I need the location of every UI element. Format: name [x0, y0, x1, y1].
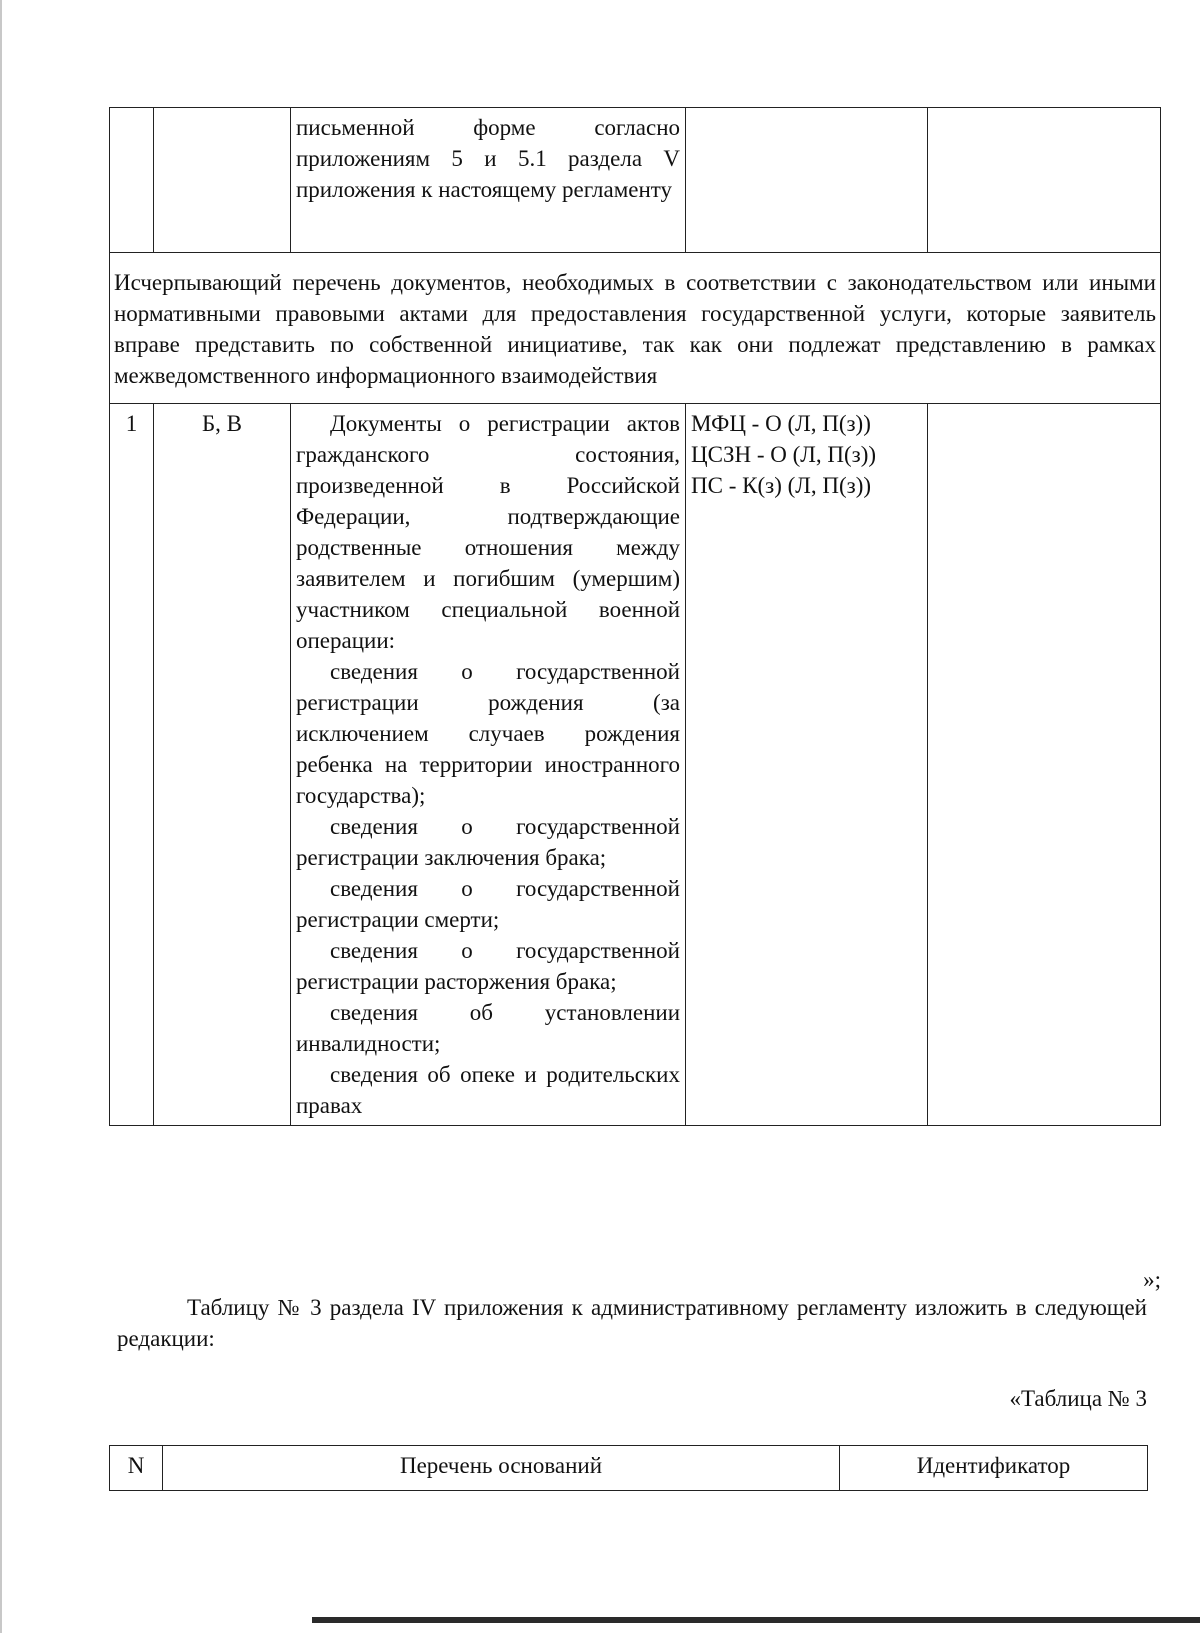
cell-empty — [154, 108, 291, 253]
row-categories: Б, В — [154, 404, 291, 1126]
table3-title: «Таблица № 3 — [1009, 1386, 1147, 1411]
bottom-rule — [312, 1617, 1200, 1623]
closing-quote: »; — [1143, 1267, 1161, 1292]
row-agencies — [686, 404, 928, 1126]
table-section-header-row — [110, 253, 1161, 404]
row-document-description — [291, 404, 686, 1126]
agency-line: ЦСЗН - О (Л, П(з)) — [691, 442, 877, 467]
document-item: сведения о государственной регистрации расторжения брака; — [296, 938, 680, 994]
section-header: Исчерпывающий перечень документов, необходимых в соответствии с законодательством или иными нормативными правовыми актами для предоставления государственной услуги, которые заявитель вправе представить по собственной инициативе, так как они подлежат представлению в рамках межведомственного информационного взаимодействия — [110, 253, 1161, 404]
cell-empty — [686, 108, 928, 253]
document-intro: Документы о регистрации актов гражданского состояния, произведенной в Российской Федерации, подтверждающие родственные отношения между заявителем и погибшим (умершим) участником специальной военной операции: — [296, 411, 680, 653]
document-item: сведения о государственной регистрации рождения (за исключением случаев рождения ребенка на территории иностранного государства); — [296, 659, 680, 808]
table-row-continuation — [110, 108, 1161, 253]
cell-empty — [928, 108, 1161, 253]
document-item: сведения об опеке и родительских правах — [296, 1062, 680, 1118]
table3-header-n: N — [110, 1446, 163, 1491]
document-item: сведения об установлении инвалидности; — [296, 1000, 680, 1056]
cell-empty — [928, 404, 1161, 1126]
table-row — [110, 404, 1161, 1126]
documents-table — [109, 107, 1161, 1126]
row-number: 1 — [110, 404, 154, 1126]
cell-empty — [110, 108, 154, 253]
cell-document-continuation: письменной форме согласно приложениям 5 и 5.1 раздела V приложения к настоящему регламенту — [291, 108, 686, 253]
scan-edge — [0, 0, 2, 1633]
document-item: сведения о государственной регистрации заключения брака; — [296, 814, 680, 870]
table3 — [109, 1445, 1148, 1491]
amendment-paragraph: Таблицу № 3 раздела IV приложения к административному регламенту изложить в следующей редакции: — [117, 1295, 1147, 1351]
table3-header-identifier: Идентификатор — [840, 1446, 1148, 1491]
agency-line: МФЦ - О (Л, П(з)) — [691, 411, 871, 436]
document-item: сведения о государственной регистрации смерти; — [296, 876, 680, 932]
table3-header-row — [110, 1446, 1148, 1491]
table3-header-grounds: Перечень оснований — [163, 1446, 840, 1491]
agency-line: ПС - К(з) (Л, П(з)) — [691, 473, 872, 498]
